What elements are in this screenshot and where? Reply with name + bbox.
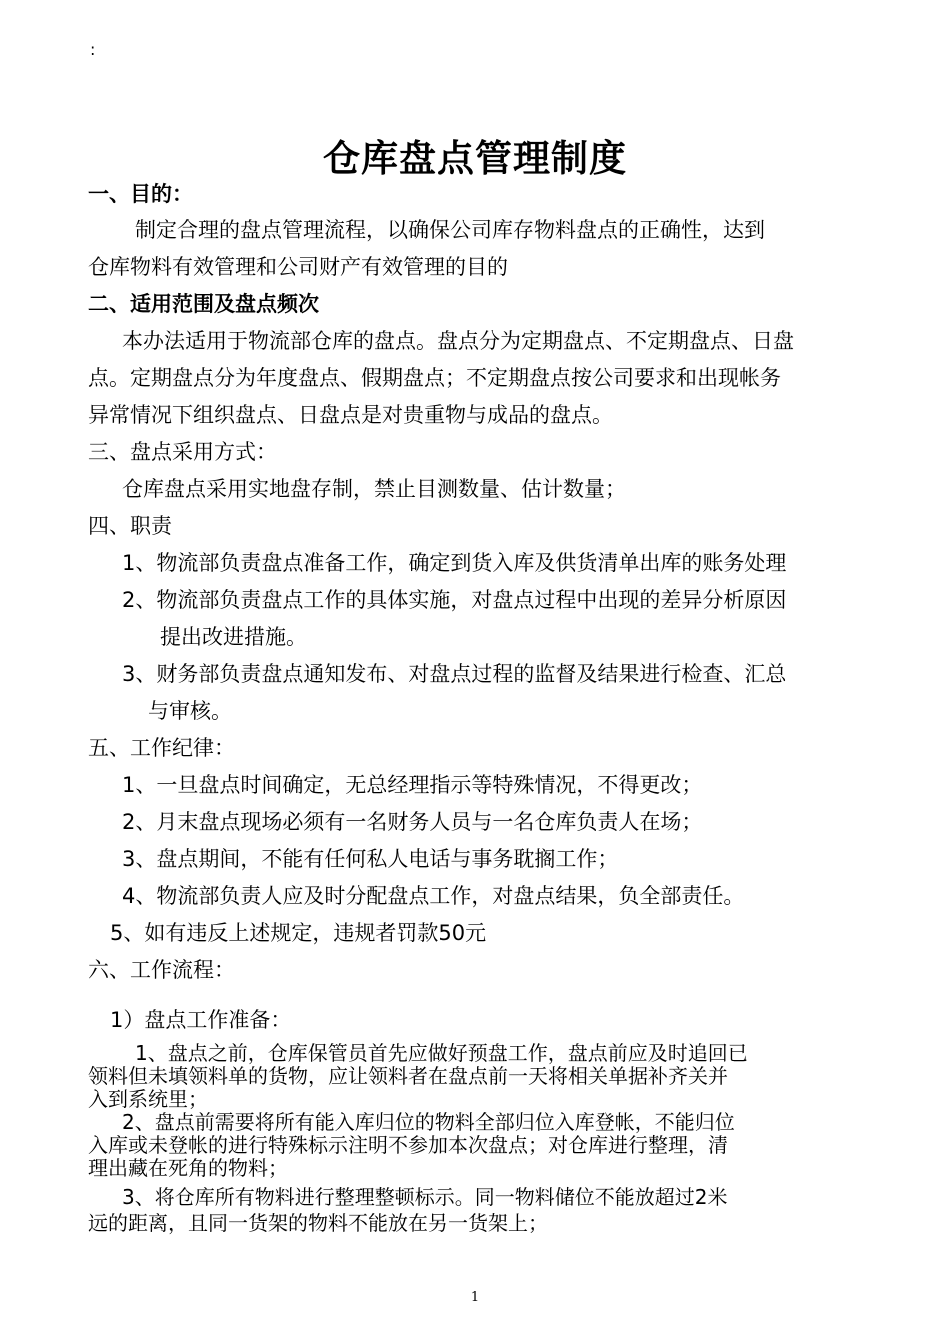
section-6-line: 入库或未登帐的进行特殊标示注明不参加本次盘点；对仓库进行整理，清 [88, 1133, 728, 1157]
section-5-line: 4、物流部负责人应及时分配盘点工作，对盘点结果，负全部责任。 [122, 884, 745, 908]
section-6-line: 3、将仓库所有物料进行整理整顿标示。同一物料储位不能放超过2米 [122, 1185, 728, 1209]
page-number: 1 [470, 1290, 480, 1305]
section-4-line: 1、物流部负责盘点准备工作，确定到货入库及供货清单出库的账务处理 [122, 551, 787, 575]
section-4-heading: 四、职责 [88, 514, 172, 538]
document-title: 仓库盘点管理制度 [323, 137, 627, 180]
section-6-line: 入到系统里； [88, 1087, 208, 1111]
section-3-heading: 三、盘点采用方式： [88, 440, 277, 464]
section-5-line: 5、如有违反上述规定，违规者罚款50元 [110, 921, 487, 945]
section-2-line: 异常情况下组织盘点、日盘点是对贵重物与成品的盘点。 [88, 403, 613, 427]
section-2-line: 点。定期盘点分为年度盘点、假期盘点；不定期盘点按公司要求和出现帐务 [88, 366, 781, 390]
section-6-line: 2、盘点前需要将所有能入库归位的物料全部归位入库登帐，不能归位 [122, 1110, 735, 1134]
section-6-line: 1、盘点之前，仓库保管员首先应做好预盘工作，盘点前应及时追回已 [135, 1041, 748, 1065]
section-6-line: 远的距离，且同一货架的物料不能放在另一货架上； [88, 1211, 548, 1235]
section-6-heading: 六、工作流程： [88, 958, 235, 982]
section-4-line: 与审核。 [148, 699, 232, 723]
section-6-line: 理出藏在死角的物料； [88, 1156, 288, 1180]
section-6-subheading: 1）盘点工作准备： [110, 1008, 292, 1032]
section-2-line: 本办法适用于物流部仓库的盘点。盘点分为定期盘点、不定期盘点、日盘 [122, 329, 794, 353]
section-4-line: 2、物流部负责盘点工作的具体实施，对盘点过程中出现的差异分析原因 [122, 588, 787, 612]
section-5-line: 1、一旦盘点时间确定，无总经理指示等特殊情况，不得更改； [122, 773, 703, 797]
section-1-heading: 一、目的： [88, 182, 193, 206]
section-3-line: 仓库盘点采用实地盘存制，禁止目测数量、估计数量； [122, 477, 626, 501]
section-1-line: 仓库物料有效管理和公司财产有效管理的目的 [88, 255, 508, 279]
section-2-heading: 二、适用范围及盘点频次 [88, 292, 319, 316]
section-5-heading: 五、工作纪律： [88, 736, 235, 760]
section-6-line: 领料但未填领料单的货物，应让领料者在盘点前一天将相关单据补齐关并 [88, 1064, 728, 1088]
leading-mark: : [90, 40, 96, 59]
section-5-line: 2、月末盘点现场必须有一名财务人员与一名仓库负责人在场； [122, 810, 703, 834]
section-1-line: 制定合理的盘点管理流程，以确保公司库存物料盘点的正确性，达到 [135, 218, 765, 242]
section-4-line: 提出改进措施。 [160, 625, 307, 649]
section-4-line: 3、财务部负责盘点通知发布、对盘点过程的监督及结果进行检查、汇总 [122, 662, 787, 686]
section-5-line: 3、盘点期间，不能有任何私人电话与事务耽搁工作； [122, 847, 619, 871]
